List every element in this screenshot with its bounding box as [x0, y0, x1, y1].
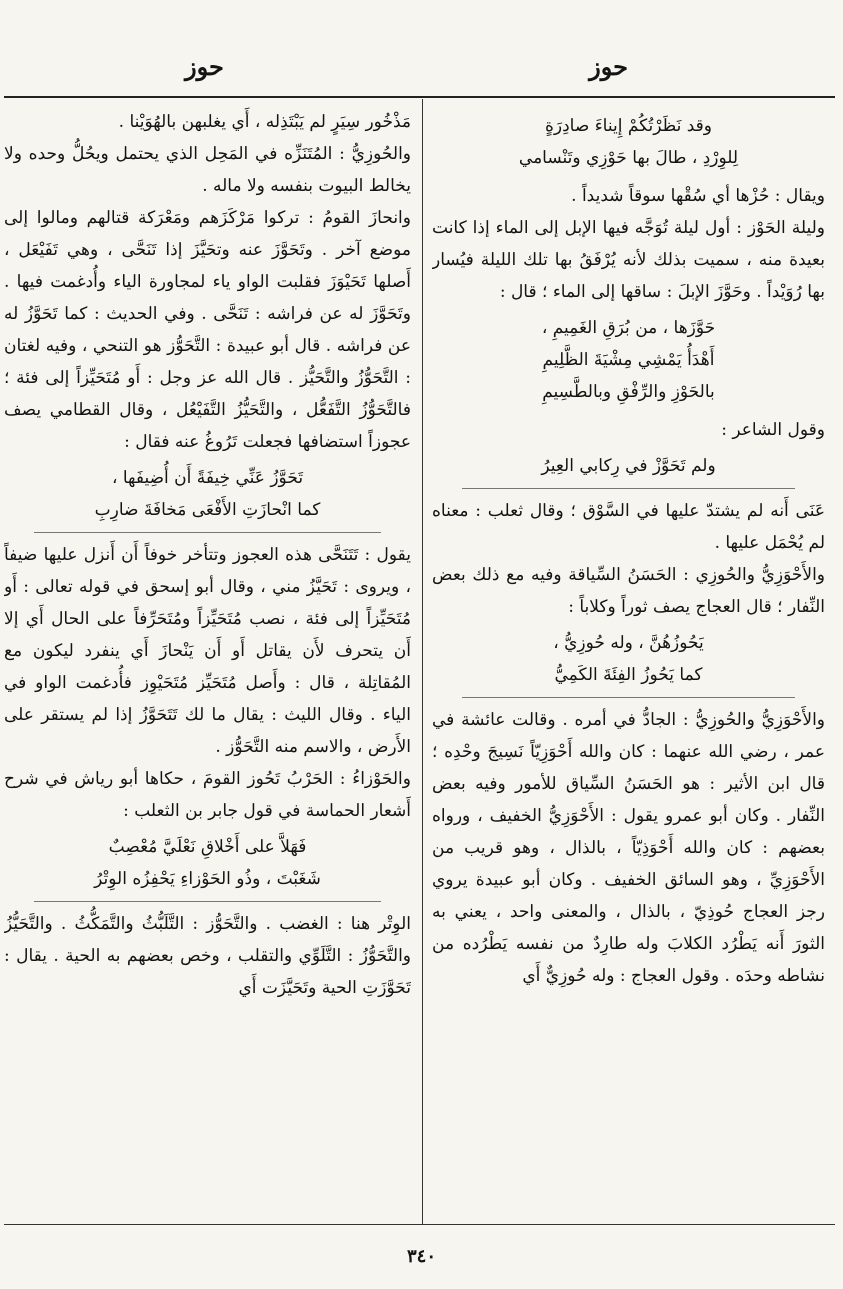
paragraph: والحَوْزاءُ : الحَرْبُ تَحُوز القومَ ، حكاها أبو رياش في شرح أَشعار الحماسة في قول جابر بن الثعلب : [4, 769, 411, 821]
verse-line: وقد نَظَرْتُكُمْ إِيناءَ صادِرَةٍ [544, 116, 713, 136]
paragraph: وانحازَ القومُ : تركوا مَرْكَزَهم ومَعْرَكة قتالهم ومالوا إلى موضع آخر . وتَحَوَّزَ عنه وتحَيَّزَ إذا تَنَحَّى ، وهي تَفَيْعَل ، أَصلها تَحَيْوَزَ فقلبت الواو ياء لمجاورة الياء وأُدغمت فيها . وتَحَوَّزَ له عن فراشه : تَنَحَّى . وفي الحديث : كما تَحَوَّزُ له عن فراشه . قال أبو عبيدة : التَّحَوُّز هو التنحي ، وفيه لغتان : التَّحَوُّزُ والتَّحَيُّز . قال الله عز وجل : أَو مُتَحَيِّزاً إلى فئة ؛ فالتَّحَوُّزُ التَّفَعُّل ، والتَّحَيُّزُ التَّفَيْعُل ، وقال القطامي يصف عجوزاً استضافها فجعلت تَرُوغُ عنه فقال : [4, 208, 411, 452]
verse-line: تَحَوَّزُ عَنِّي خِيفَةً أَن أُضِيفَها ، [111, 468, 304, 488]
footer-rule [4, 1224, 835, 1225]
header-rule [4, 96, 835, 98]
column-divider [422, 99, 423, 1225]
paragraph: ويقال : حُزْها أي سُقْها سوقاً شديداً . [571, 186, 825, 206]
left-column [4, 106, 411, 1217]
paragraph: الوِتْر هنا : الغضب . والتَّحَوُّز : التَّلَبُّثُ والتَّمَكُّثُ . والتَّحَيُّزُ والتَّحَوُّزُ : التَّلَوِّي والتقلب ، وخص بعضهم به الحية . يقال : تَحَوَّزَتِ الحية وتَحَيَّزَت أَي [4, 914, 411, 998]
verse-line: فَهَلاَّ على أَخْلاقِ نَعْلَيَّ مُعْصِبٌ [108, 837, 307, 857]
paragraph: وقول الشاعر : [721, 420, 825, 440]
verse-line: ولم تَحَوَّزْ في رِكابي العِيرُ [541, 456, 716, 476]
verse-line: كما انْحازَتِ الأَفْعَى مَخافَةَ ضارِبِ [94, 500, 321, 520]
paragraph: مَذْخُور سِيَرٍ لم يَبْتَذِله ، أَي يغلبهن بالهُوَيْنا . [118, 112, 411, 132]
verse-line: يَحُوزُهُنَّ ، وله حُوزِيُّ ، [553, 633, 704, 653]
verse-line: كما يَحُوزُ الفِئَةَ الكَمِيُّ [554, 665, 703, 685]
poem-verse [432, 110, 825, 174]
paragraph: والأَحْوَزِيُّ والحُوزِيُّ : الجادُّ في أمره . وقالت عائشة في عمر ، رضي الله عنهما : كان والله أَحْوَزِيّاً نَسِيجَ وحْدِه ؛ قال ابن الأثير : هو الحَسَنُ السِّياق للأمور وفيه بعض النِّفار . وكان أبو عمرو يقول : الأَحْوَزِيُّ الخفيف ، ورواه بعضهم : كان والله أَحْوَذِيّاً ، بالذال ، وهو قريب من الأَحْوَزِيِّ ، وهو السائق الخفيف . وكان أبو عبيدة يروي رجز العجاج حُوذِيّ ، بالذال ، والمعنى واحد ، يعني به الثورَ أَنه يَطْرُد الكلابَ وله طارِدٌ من نفسه يَطْرُده من نشاطه وحدَه . وقول العجاج : وله حُوزِيٌّ أَي [432, 710, 825, 986]
paragraph: والأَحْوَزِيُّ والحُوزِي : الحَسَنُ السِّياقة وفيه مع ذلك بعض النِّفار ؛ قال العجاج يصف ثوراً وكلاباً : [432, 565, 825, 617]
poem-verse [432, 627, 825, 691]
poem-verse [4, 831, 411, 895]
verse-line: بالحَوْزِ والرِّفْقِ وبالطَّسِيمِ [542, 382, 715, 402]
verse-line: حَوَّزَها ، من بُرَقِ الغَمِيمِ ، [541, 318, 716, 338]
poem-verse [432, 450, 825, 482]
page-number: ٣٤٠ [406, 1246, 436, 1267]
right-column [432, 106, 825, 1217]
verse-line: لِلوِرْدِ ، طالَ بها حَوْزِي وتَنْسامي [518, 148, 739, 168]
poem-verse [432, 312, 825, 408]
section-divider [34, 532, 381, 533]
paragraph: عَنَى أَنه لم يشتدّ عليها في السَّوْق ؛ وقال ثعلب : معناه لم يُحْمَل عليها . [432, 501, 825, 553]
paragraph: وليلة الحَوْز : أول ليلة تُوَجَّه فيها الإبل إلى الماء إذا كانت بعيدة منه ، سميت بذلك لأنه يُرْفَقُ بها تلك الليلة فيُسار بها رُوَيْداً . وحَوَّزَ الإبلَ : ساقها إلى الماء ؛ قال : [432, 218, 825, 302]
running-header-right: حوز [589, 52, 628, 81]
running-header-left: حوز [185, 52, 224, 81]
paragraph: يقول : تَتَنَحَّى هذه العجوز وتتأخر خوفاً أَن أَنزل عليها ضيفاً ، ويروى : تَحَيَّزُ مني ، وقال أبو إسحق في قوله تعالى : أَو مُتَحَيِّزاً إلى فئة ، نصب مُتَحَيِّزاً ومُتَحَرِّفاً على الحال أَي إلا أَن يتحرف لأَن يقاتل أَو أَن يَنْحازَ أَي ينفرد ليكون مع المُقاتِلة ، قال : وأَصل مُتَحَيِّز مُتَحَيْوِز فأُدغمت الواو في الياء . وقال الليث : يقال ما لك تَتَحَوَّزُ إذا لم يستقر على الأَرض ، والاسم منه التَّحَوُّز . [4, 545, 411, 757]
verse-line: شَغَبْتَ ، وذُو الحَوْزاءِ يَحْفِزُه الوِتْرُ [94, 869, 321, 889]
section-divider [34, 901, 381, 902]
verse-line: أَهْدَأُ يَمْشِي مِشْيَةَ الظَّلِيمِ [542, 350, 715, 370]
poem-verse [4, 462, 411, 526]
section-divider [462, 697, 795, 698]
section-divider [462, 488, 795, 489]
paragraph: والحُوزِيُّ : المُتَنَزِّه في المَحِل الذي يحتمل ويحُلُّ وحده ولا يخالط البيوت بنفسه ولا ماله . [4, 144, 411, 196]
